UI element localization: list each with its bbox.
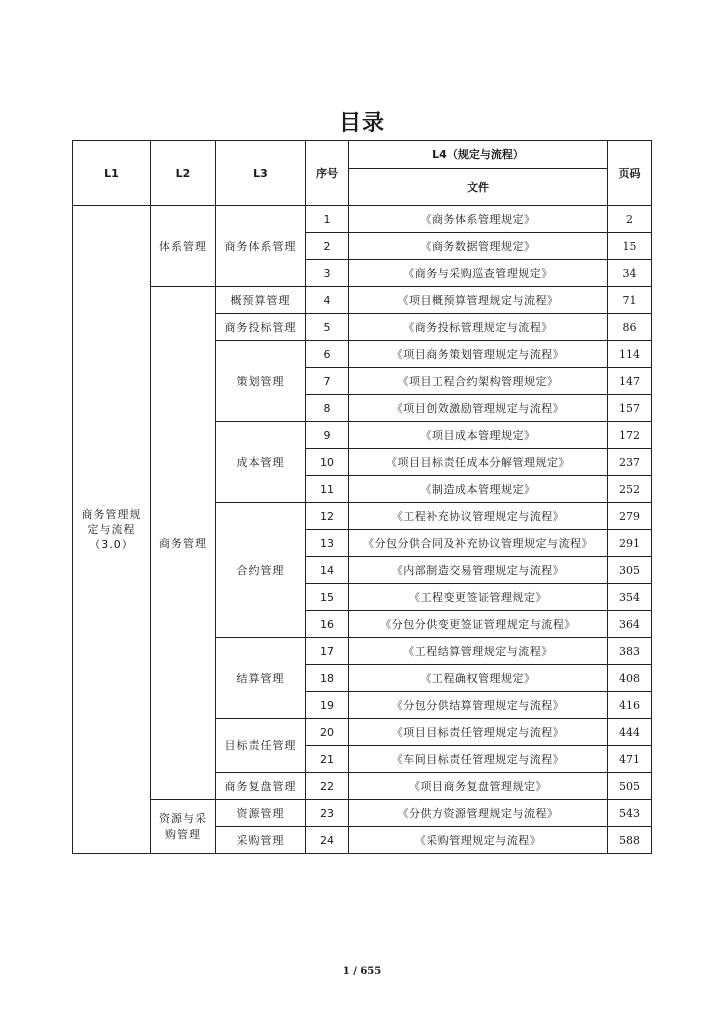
page-cell: 543 <box>608 800 652 827</box>
page-cell: 114 <box>608 341 652 368</box>
page-cell: 172 <box>608 422 652 449</box>
doc-cell: 《工程结算管理规定与流程》 <box>349 638 608 665</box>
seq-cell: 11 <box>306 476 349 503</box>
doc-cell: 《工程补充协议管理规定与流程》 <box>349 503 608 530</box>
table-row <box>73 206 652 233</box>
seq-cell: 14 <box>306 557 349 584</box>
header-page: 页码 <box>608 141 652 206</box>
page-cell: 2 <box>608 206 652 233</box>
seq-cell: 20 <box>306 719 349 746</box>
page-cell: 505 <box>608 773 652 800</box>
header-seq: 序号 <box>306 141 349 206</box>
page-footer: 1 / 655 <box>342 966 382 977</box>
l3-cell-contract: 合约管理 <box>216 503 306 638</box>
seq-cell: 8 <box>306 395 349 422</box>
page-cell: 279 <box>608 503 652 530</box>
doc-cell: 《分包分供变更签证管理规定与流程》 <box>349 611 608 638</box>
header-l4: L4（规定与流程） <box>349 141 608 169</box>
seq-cell: 6 <box>306 341 349 368</box>
seq-cell: 24 <box>306 827 349 854</box>
seq-cell: 21 <box>306 746 349 773</box>
page-cell: 237 <box>608 449 652 476</box>
seq-cell: 16 <box>306 611 349 638</box>
table-row <box>73 287 652 314</box>
seq-cell: 22 <box>306 773 349 800</box>
page-cell: 588 <box>608 827 652 854</box>
seq-cell: 10 <box>306 449 349 476</box>
doc-cell: 《分供方资源管理规定与流程》 <box>349 800 608 827</box>
l3-cell-target: 目标责任管理 <box>216 719 306 773</box>
page-cell: 444 <box>608 719 652 746</box>
page-cell: 291 <box>608 530 652 557</box>
l3-cell-budget: 概预算管理 <box>216 287 306 314</box>
page-cell: 34 <box>608 260 652 287</box>
seq-cell: 4 <box>306 287 349 314</box>
table-row <box>73 800 652 827</box>
page-cell: 86 <box>608 314 652 341</box>
page-cell: 408 <box>608 665 652 692</box>
page-cell: 157 <box>608 395 652 422</box>
doc-cell: 《项目创效激励管理规定与流程》 <box>349 395 608 422</box>
l2-cell-system: 体系管理 <box>151 206 216 287</box>
l3-cell-procurement: 采购管理 <box>216 827 306 854</box>
doc-cell: 《项目概预算管理规定与流程》 <box>349 287 608 314</box>
l1-label: 商务管理规定与流程（3.0） <box>81 508 142 551</box>
doc-cell: 《内部制造交易管理规定与流程》 <box>349 557 608 584</box>
table-header-row <box>73 141 652 169</box>
page-cell: 471 <box>608 746 652 773</box>
page-cell: 147 <box>608 368 652 395</box>
header-l1: L1 <box>73 141 151 206</box>
doc-cell: 《制造成本管理规定》 <box>349 476 608 503</box>
doc-cell: 《分包分供结算管理规定与流程》 <box>349 692 608 719</box>
seq-cell: 15 <box>306 584 349 611</box>
doc-cell: 《商务体系管理规定》 <box>349 206 608 233</box>
seq-cell: 19 <box>306 692 349 719</box>
seq-cell: 23 <box>306 800 349 827</box>
doc-cell: 《商务数据管理规定》 <box>349 233 608 260</box>
header-l2: L2 <box>151 141 216 206</box>
seq-cell: 7 <box>306 368 349 395</box>
header-l3: L3 <box>216 141 306 206</box>
doc-cell: 《项目商务策划管理规定与流程》 <box>349 341 608 368</box>
seq-cell: 2 <box>306 233 349 260</box>
page-cell: 71 <box>608 287 652 314</box>
seq-cell: 13 <box>306 530 349 557</box>
seq-cell: 12 <box>306 503 349 530</box>
seq-cell: 17 <box>306 638 349 665</box>
toc-table <box>72 140 652 854</box>
doc-cell: 《工程变更签证管理规定》 <box>349 584 608 611</box>
page-cell: 364 <box>608 611 652 638</box>
seq-cell: 3 <box>306 260 349 287</box>
doc-cell: 《项目目标责任管理规定与流程》 <box>349 719 608 746</box>
page-title: 目录 <box>338 111 385 136</box>
doc-cell: 《项目工程合约架构管理规定》 <box>349 368 608 395</box>
doc-cell: 《采购管理规定与流程》 <box>349 827 608 854</box>
l3-cell-settlement: 结算管理 <box>216 638 306 719</box>
doc-cell: 《项目目标责任成本分解管理规定》 <box>349 449 608 476</box>
header-file: 文件 <box>349 169 608 206</box>
page-cell: 354 <box>608 584 652 611</box>
l3-cell-cost: 成本管理 <box>216 422 306 503</box>
doc-cell: 《项目商务复盘管理规定》 <box>349 773 608 800</box>
l2-cell-business: 商务管理 <box>151 287 216 800</box>
l3-cell-planning: 策划管理 <box>216 341 306 422</box>
doc-cell: 《商务投标管理规定与流程》 <box>349 314 608 341</box>
l2-cell-resource <box>151 800 216 854</box>
l3-cell-review: 商务复盘管理 <box>216 773 306 800</box>
seq-cell: 9 <box>306 422 349 449</box>
page-cell: 15 <box>608 233 652 260</box>
seq-cell: 5 <box>306 314 349 341</box>
doc-cell: 《分包分供合同及补充协议管理规定与流程》 <box>349 530 608 557</box>
doc-cell: 《项目成本管理规定》 <box>349 422 608 449</box>
doc-cell: 《商务与采购巡查管理规定》 <box>349 260 608 287</box>
l2-resource-label: 资源与采购管理 <box>159 811 207 841</box>
l3-cell-system: 商务体系管理 <box>216 206 306 287</box>
page-cell: 252 <box>608 476 652 503</box>
seq-cell: 1 <box>306 206 349 233</box>
l3-cell-bidding: 商务投标管理 <box>216 314 306 341</box>
l1-cell <box>73 206 151 854</box>
page-cell: 383 <box>608 638 652 665</box>
doc-cell: 《工程确权管理规定》 <box>349 665 608 692</box>
l3-cell-resources: 资源管理 <box>216 800 306 827</box>
page-cell: 416 <box>608 692 652 719</box>
doc-cell: 《车间目标责任管理规定与流程》 <box>349 746 608 773</box>
seq-cell: 18 <box>306 665 349 692</box>
page-cell: 305 <box>608 557 652 584</box>
